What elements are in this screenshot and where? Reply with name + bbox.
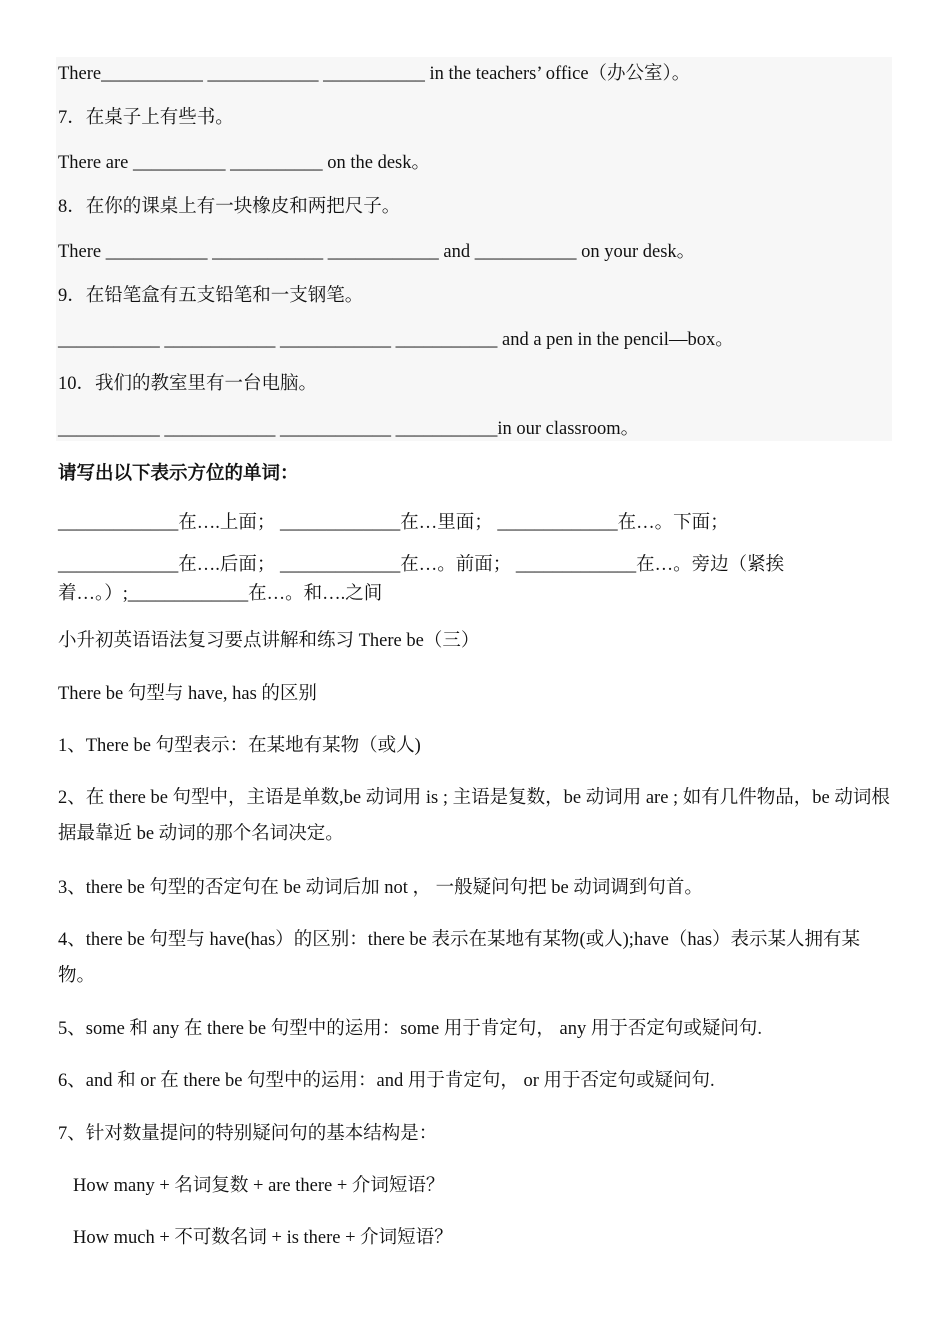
exercise-10-answer: ___________ ____________ ____________ ___________in our classroom。 [58, 419, 640, 439]
grammar-point-6: 6、and 和 or 在 there be 句型中的运用：and 用于肯定句， or 用于否定句或疑问句. [58, 1071, 715, 1091]
grammar-point-5: 5、some 和 any 在 there be 句型中的运用：some 用于肯定句， any 用于否定句或疑问句. [58, 1019, 762, 1039]
exercise-6-answer: There___________ ____________ ___________ in the teachers’ office（办公室）。 [58, 64, 691, 84]
grammar-point-3: 3、there be 句型的否定句在 be 动词后加 not ， 一般疑问句把 be 动词调到句首。 [58, 878, 703, 898]
exercise-7-prompt: 7．在桌子上有些书。 [58, 108, 234, 128]
prepositions-heading: 请写出以下表示方位的单词： [58, 464, 299, 484]
grammar-point-7: 7、针对数量提问的特别疑问句的基本结构是： [58, 1124, 438, 1144]
exercise-8-prompt: 8．在你的课桌上有一块橡皮和两把尺子。 [58, 197, 401, 217]
grammar-point-1: 1、There be 句型表示：在某地有某物（或人) [58, 736, 421, 756]
prepositions-row-2: _____________在….后面； _____________在…。前面； _____________在…。旁边（紧挨着…。）;_____________在…。和….之间 [58, 555, 785, 604]
grammar-point-4: 4、there be 句型与 have(has）的区别：there be 表示在某地有某物(或人);have（has）表示某人拥有某物。 [58, 930, 861, 986]
exercise-10-prompt: 10．我们的教室里有一台电脑。 [58, 374, 318, 394]
grammar-point-2: 2、在 there be 句型中，主语是单数,be 动词用 is ; 主语是复数，be 动词用 are ; 如有几件物品，be 动词根据最靠近 be 动词的那个名词决定。 [58, 788, 890, 844]
exercise-9-prompt: 9．在铅笔盒有五支铅笔和一支钢笔。 [58, 286, 364, 306]
section-title: 小升初英语语法复习要点讲解和练习 There be（三） [58, 631, 480, 651]
exercise-9-answer: ___________ ____________ ____________ ___________ and a pen in the pencil—box。 [58, 330, 734, 350]
exercise-8-answer: There ___________ ____________ ____________ and ___________ on your desk。 [58, 242, 696, 262]
formula-how-many: How many + 名词复数 + are there + 介词短语？ [73, 1176, 445, 1196]
formula-how-much: How much + 不可数名词 + is there + 介词短语？ [73, 1228, 453, 1248]
prepositions-row-1: _____________在….上面； _____________在…里面； _____________在…。下面； [58, 513, 729, 533]
section-subtitle: There be 句型与 have, has 的区别 [58, 684, 317, 704]
exercise-7-answer: There are __________ __________ on the desk。 [58, 153, 430, 173]
